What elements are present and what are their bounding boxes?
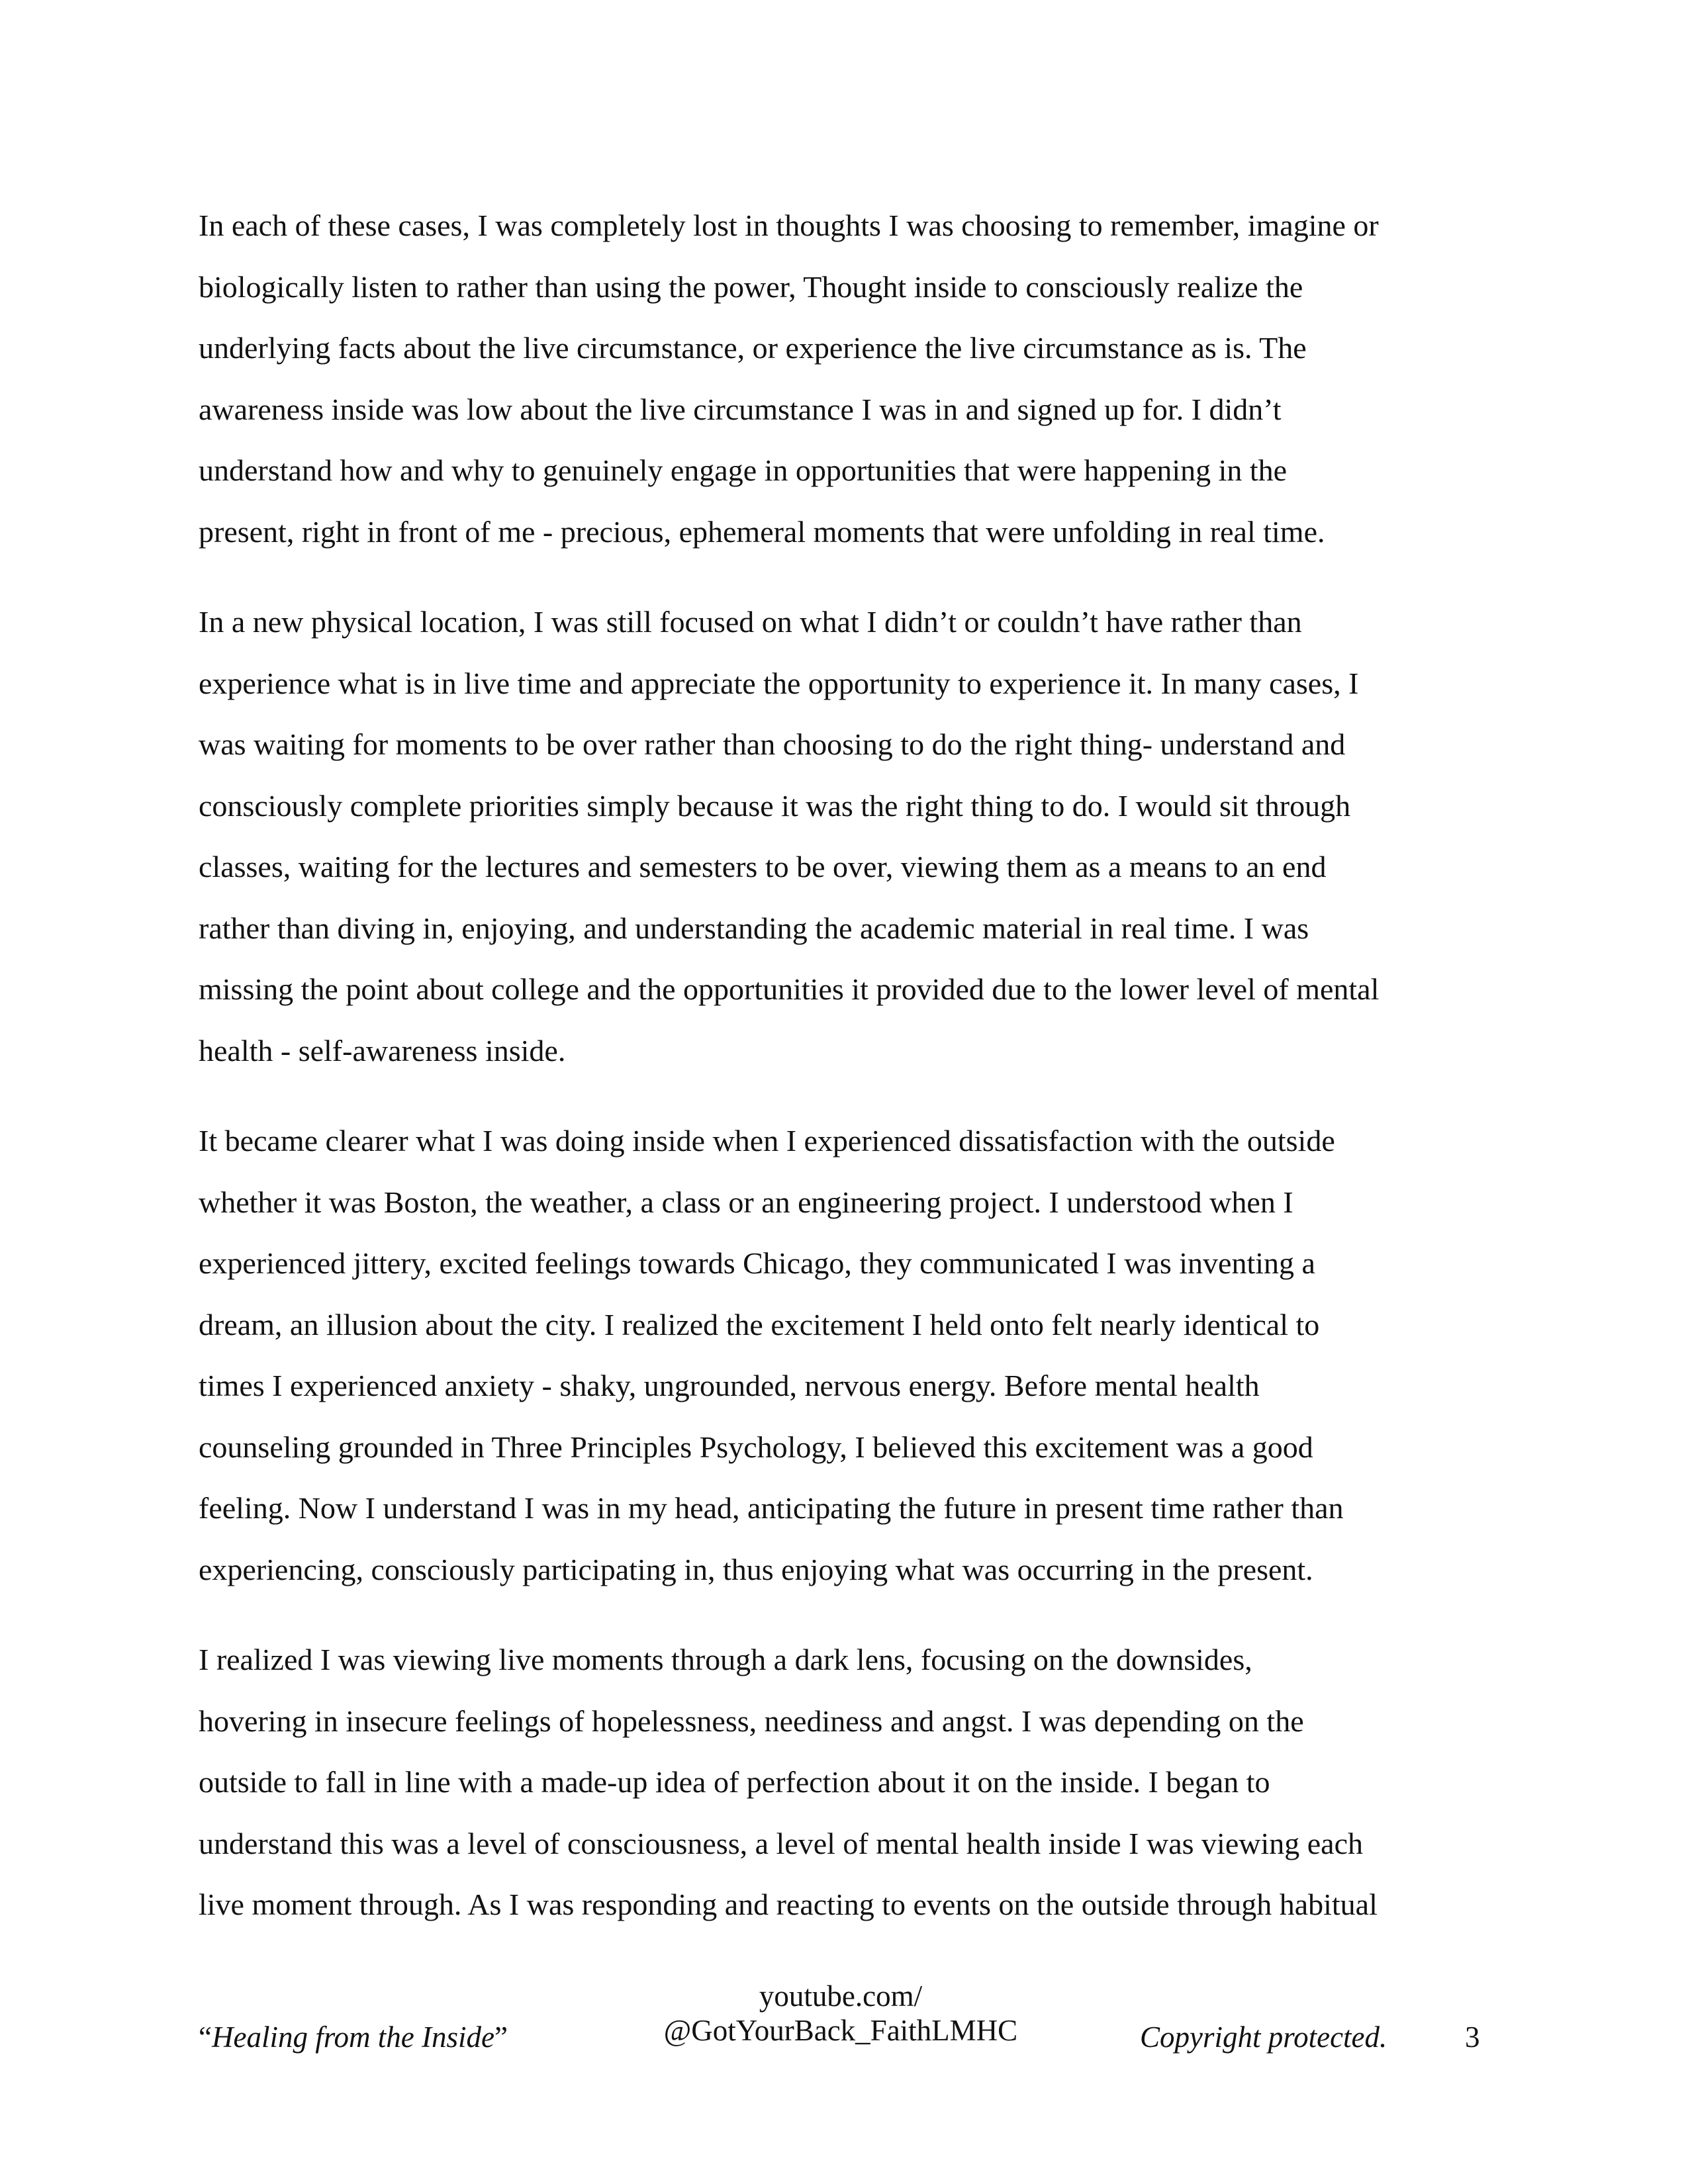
page-number: 3 [1465, 2021, 1480, 2054]
text-line: I realized I was viewing live moments through a dark lens, focusing on the downsides, [199, 1643, 1252, 1676]
text-line: understand this was a level of consciousness, a level of mental health inside I was viewing each [199, 1826, 1363, 1860]
text-line: present, right in front of me - precious, ephemeral moments that were unfolding in real time. [199, 514, 1325, 549]
footer-book-title [199, 2020, 508, 2054]
text-line: counseling grounded in Three Principles Psychology, I believed this excitement was a good [199, 1430, 1313, 1464]
footer-copyright: Copyright protected. [1140, 2021, 1387, 2054]
text-line: underlying facts about the live circumstance, or experience the live circumstance as is. The [199, 331, 1307, 365]
text-line: was waiting for moments to be over rather than choosing to do the right thing- understand and [199, 727, 1346, 761]
text-line: health - self-awareness inside. [199, 1033, 566, 1068]
text-line: experience what is in live time and appreciate the opportunity to experience it. In many cases, I [199, 666, 1359, 700]
text-line: hovering in insecure feelings of hopelessness, neediness and angst. I was depending on the [199, 1704, 1304, 1738]
paragraph-1 [199, 195, 1486, 563]
open-quote: “ [199, 2021, 212, 2054]
text-line: consciously complete priorities simply because it was the right thing to do. I would sit through [199, 788, 1351, 823]
text-line: live moment through. As I was responding and reacting to events on the outside through habitual [199, 1888, 1378, 1921]
text-line: In each of these cases, I was completely lost in thoughts I was choosing to remember, imagine or [199, 208, 1379, 242]
text-line: awareness inside was low about the live circumstance I was in and signed up for. I didn’t [199, 392, 1282, 426]
text-line: It became clearer what I was doing inside when I experienced dissatisfaction with the outside [199, 1124, 1335, 1158]
text-line: biologically listen to rather than using the power, Thought inside to consciously realize the [199, 269, 1303, 304]
text-line: whether it was Boston, the weather, a class or an engineering project. I understood when I [199, 1185, 1293, 1219]
text-line: experienced jittery, excited feelings towards Chicago, they communicated I was inventing a [199, 1246, 1315, 1280]
text-line: outside to fall in line with a made-up idea of perfection about it on the inside. I began to [199, 1765, 1270, 1799]
text-line: rather than diving in, enjoying, and understanding the academic material in real time. I was [199, 911, 1309, 945]
page-footer [0, 1979, 1688, 2071]
paragraph-3 [199, 1111, 1486, 1600]
text-line: classes, waiting for the lectures and semesters to be over, viewing them as a means to an end [199, 850, 1327, 884]
body-text [199, 195, 1486, 1965]
text-line: times I experienced anxiety - shaky, ungrounded, nervous energy. Before mental health [199, 1369, 1260, 1402]
footer-channel-link [662, 1979, 1019, 2048]
paragraph-4 [199, 1629, 1486, 1936]
text-line: In a new physical location, I was still focused on what I didn’t or couldn’t have rather than [199, 605, 1302, 639]
text-line: feeling. Now I understand I was in my head, anticipating the future in present time rather than [199, 1491, 1344, 1525]
paragraph-2 [199, 592, 1486, 1081]
channel-link-line-1: youtube.com/ [759, 1979, 923, 2013]
channel-link-line-2: @GotYourBack_FaithLMHC [663, 2014, 1018, 2047]
book-title: Healing from the Inside [211, 2021, 495, 2054]
text-line: dream, an illusion about the city. I realized the excitement I held onto felt nearly identical to [199, 1307, 1320, 1342]
text-line: understand how and why to genuinely engage in opportunities that were happening in the [199, 453, 1288, 487]
close-quote: ” [494, 2021, 508, 2054]
text-line: experiencing, consciously participating in, thus enjoying what was occurring in the present. [199, 1552, 1313, 1586]
text-line: missing the point about college and the opportunities it provided due to the lower level of mental [199, 972, 1380, 1006]
